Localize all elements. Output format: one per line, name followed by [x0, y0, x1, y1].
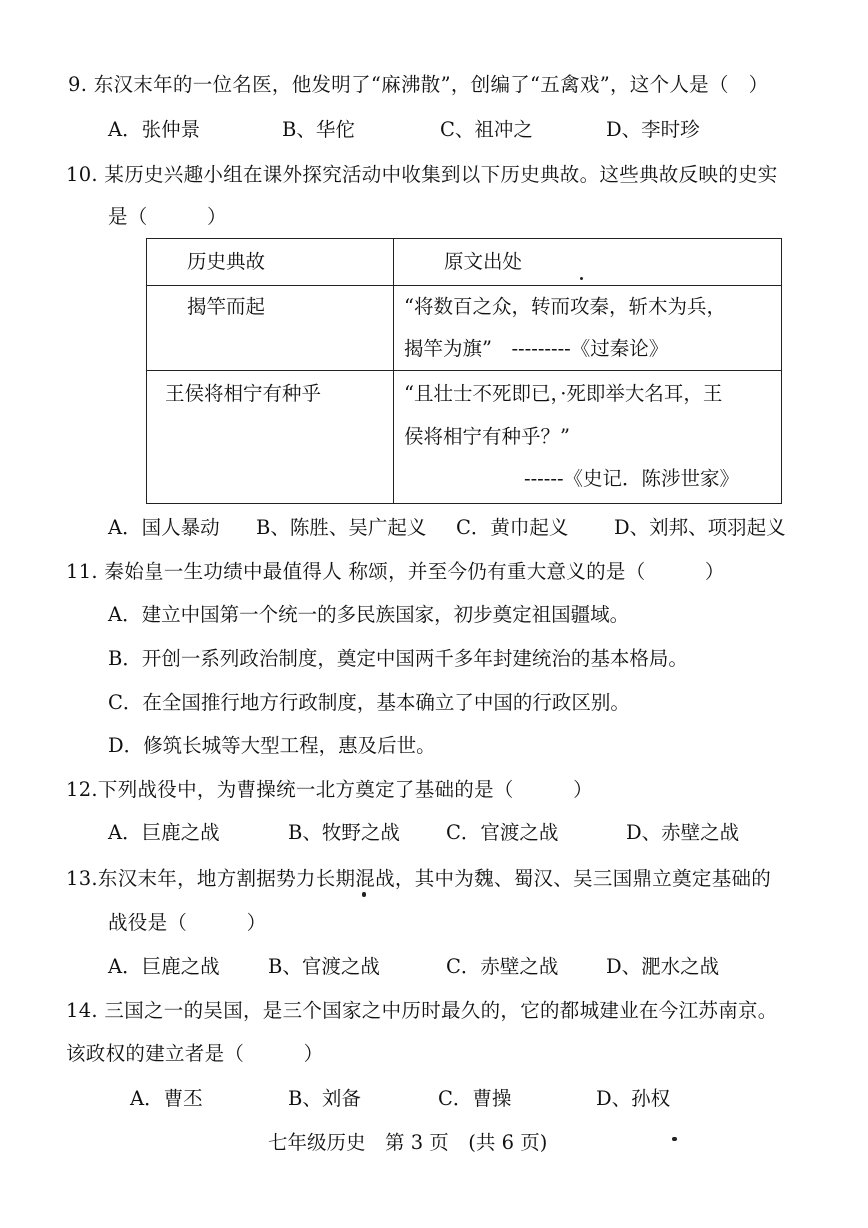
- q13-option-b: B、官渡之战: [268, 955, 380, 978]
- q10-option-b: B、陈胜、吴广起义: [256, 516, 427, 539]
- q12-option-a: A．巨鹿之战: [108, 821, 220, 844]
- table-header-source: 原文出处: [444, 250, 523, 273]
- scan-speck: [362, 892, 366, 897]
- q13-stem-line2: 战役是（ ）: [108, 911, 267, 934]
- table-source-line: 侯将相宁有种乎？”: [404, 425, 570, 448]
- q11-option-b: B．开创一系列政治制度，奠定中国两千多年封建统治的基本格局。: [108, 647, 688, 670]
- q14-stem-line2: 该政权的建立者是（ ）: [66, 1042, 324, 1065]
- q12-stem: 12.下列战役中，为曹操统一北方奠定了基础的是（ ）: [66, 778, 593, 801]
- q9-option-d: D、李时珍: [606, 118, 700, 141]
- q12-option-b: B、牧野之战: [288, 821, 400, 844]
- table-source-line: “且壮士不死即已，·死即举大名耳，王: [404, 382, 723, 405]
- scan-speck: [580, 277, 583, 280]
- table-header-story: 历史典故: [187, 250, 266, 273]
- q10-option-a: A．国人暴动: [108, 516, 220, 539]
- q13-stem-line1: 13.东汉末年，地方割据势力长期混战，其中为魏、蜀汉、吴三国鼎立奠定基础的: [66, 867, 772, 890]
- q11-option-c: C．在全国推行地方行政制度，基本确立了中国的行政区别。: [108, 691, 630, 714]
- table-story-cell: 王侯将相宁有种乎: [165, 382, 322, 405]
- q14-option-a: A．曹丕: [130, 1087, 203, 1110]
- q9-option-c: C、祖冲之: [440, 118, 533, 141]
- q14-option-b: B、刘备: [288, 1087, 361, 1110]
- q10-option-c: C．黄巾起义: [456, 516, 569, 539]
- q11-stem: 11. 秦始皇一生功绩中最值得人 称颂，并至今仍有重大意义的是（ ）: [66, 560, 725, 583]
- q11-option-a: A．建立中国第一个统一的多民族国家，初步奠定祖国疆域。: [108, 603, 630, 626]
- q9-stem: 9. 东汉末年的一位名医，他发明了“麻沸散”，创编了“五禽戏”，这个人是（ ）: [68, 73, 769, 96]
- table-story-cell: 揭竿而起: [187, 295, 266, 318]
- table-row: [147, 371, 782, 504]
- q12-option-d: D、赤壁之战: [626, 821, 740, 844]
- source-table: [146, 238, 782, 504]
- q9-option-b: B、华佗: [282, 118, 355, 141]
- q10-stem-line1: 10. 某历史兴趣小组在课外探究活动中收集到以下历史典故。这些典故反映的史实: [66, 163, 778, 186]
- q14-stem-line1: 14. 三国之一的吴国，是三个国家之中历时最久的，它的都城建业在今江苏南京。: [66, 999, 778, 1022]
- q14-option-d: D、孙权: [596, 1087, 671, 1110]
- q9-option-a: A．张仲景: [108, 118, 201, 141]
- page-footer: 七年级历史 第 3 页 (共 6 页): [268, 1131, 548, 1154]
- table-source-line: ------《史记．陈涉世家》: [524, 467, 740, 490]
- q13-option-d: D、淝水之战: [606, 955, 720, 978]
- table-source-line: 揭竿为旗” ---------《过秦论》: [404, 337, 669, 360]
- q13-option-c: C．赤壁之战: [446, 955, 559, 978]
- q13-option-a: A．巨鹿之战: [108, 955, 220, 978]
- q12-option-c: C．官渡之战: [446, 821, 559, 844]
- q14-option-c: C．曹操: [438, 1087, 512, 1110]
- table-header-row: [147, 239, 782, 286]
- q10-stem-line2: 是（ ）: [108, 205, 227, 228]
- table-row: [147, 286, 782, 371]
- q11-option-d: D．修筑长城等大型工程，惠及后世。: [108, 734, 436, 757]
- q10-option-d: D、刘邦、项羽起义: [614, 516, 786, 539]
- table-source-line: “将数百之众，转而攻秦，斩木为兵，: [404, 295, 726, 318]
- scan-speck: [672, 1137, 677, 1141]
